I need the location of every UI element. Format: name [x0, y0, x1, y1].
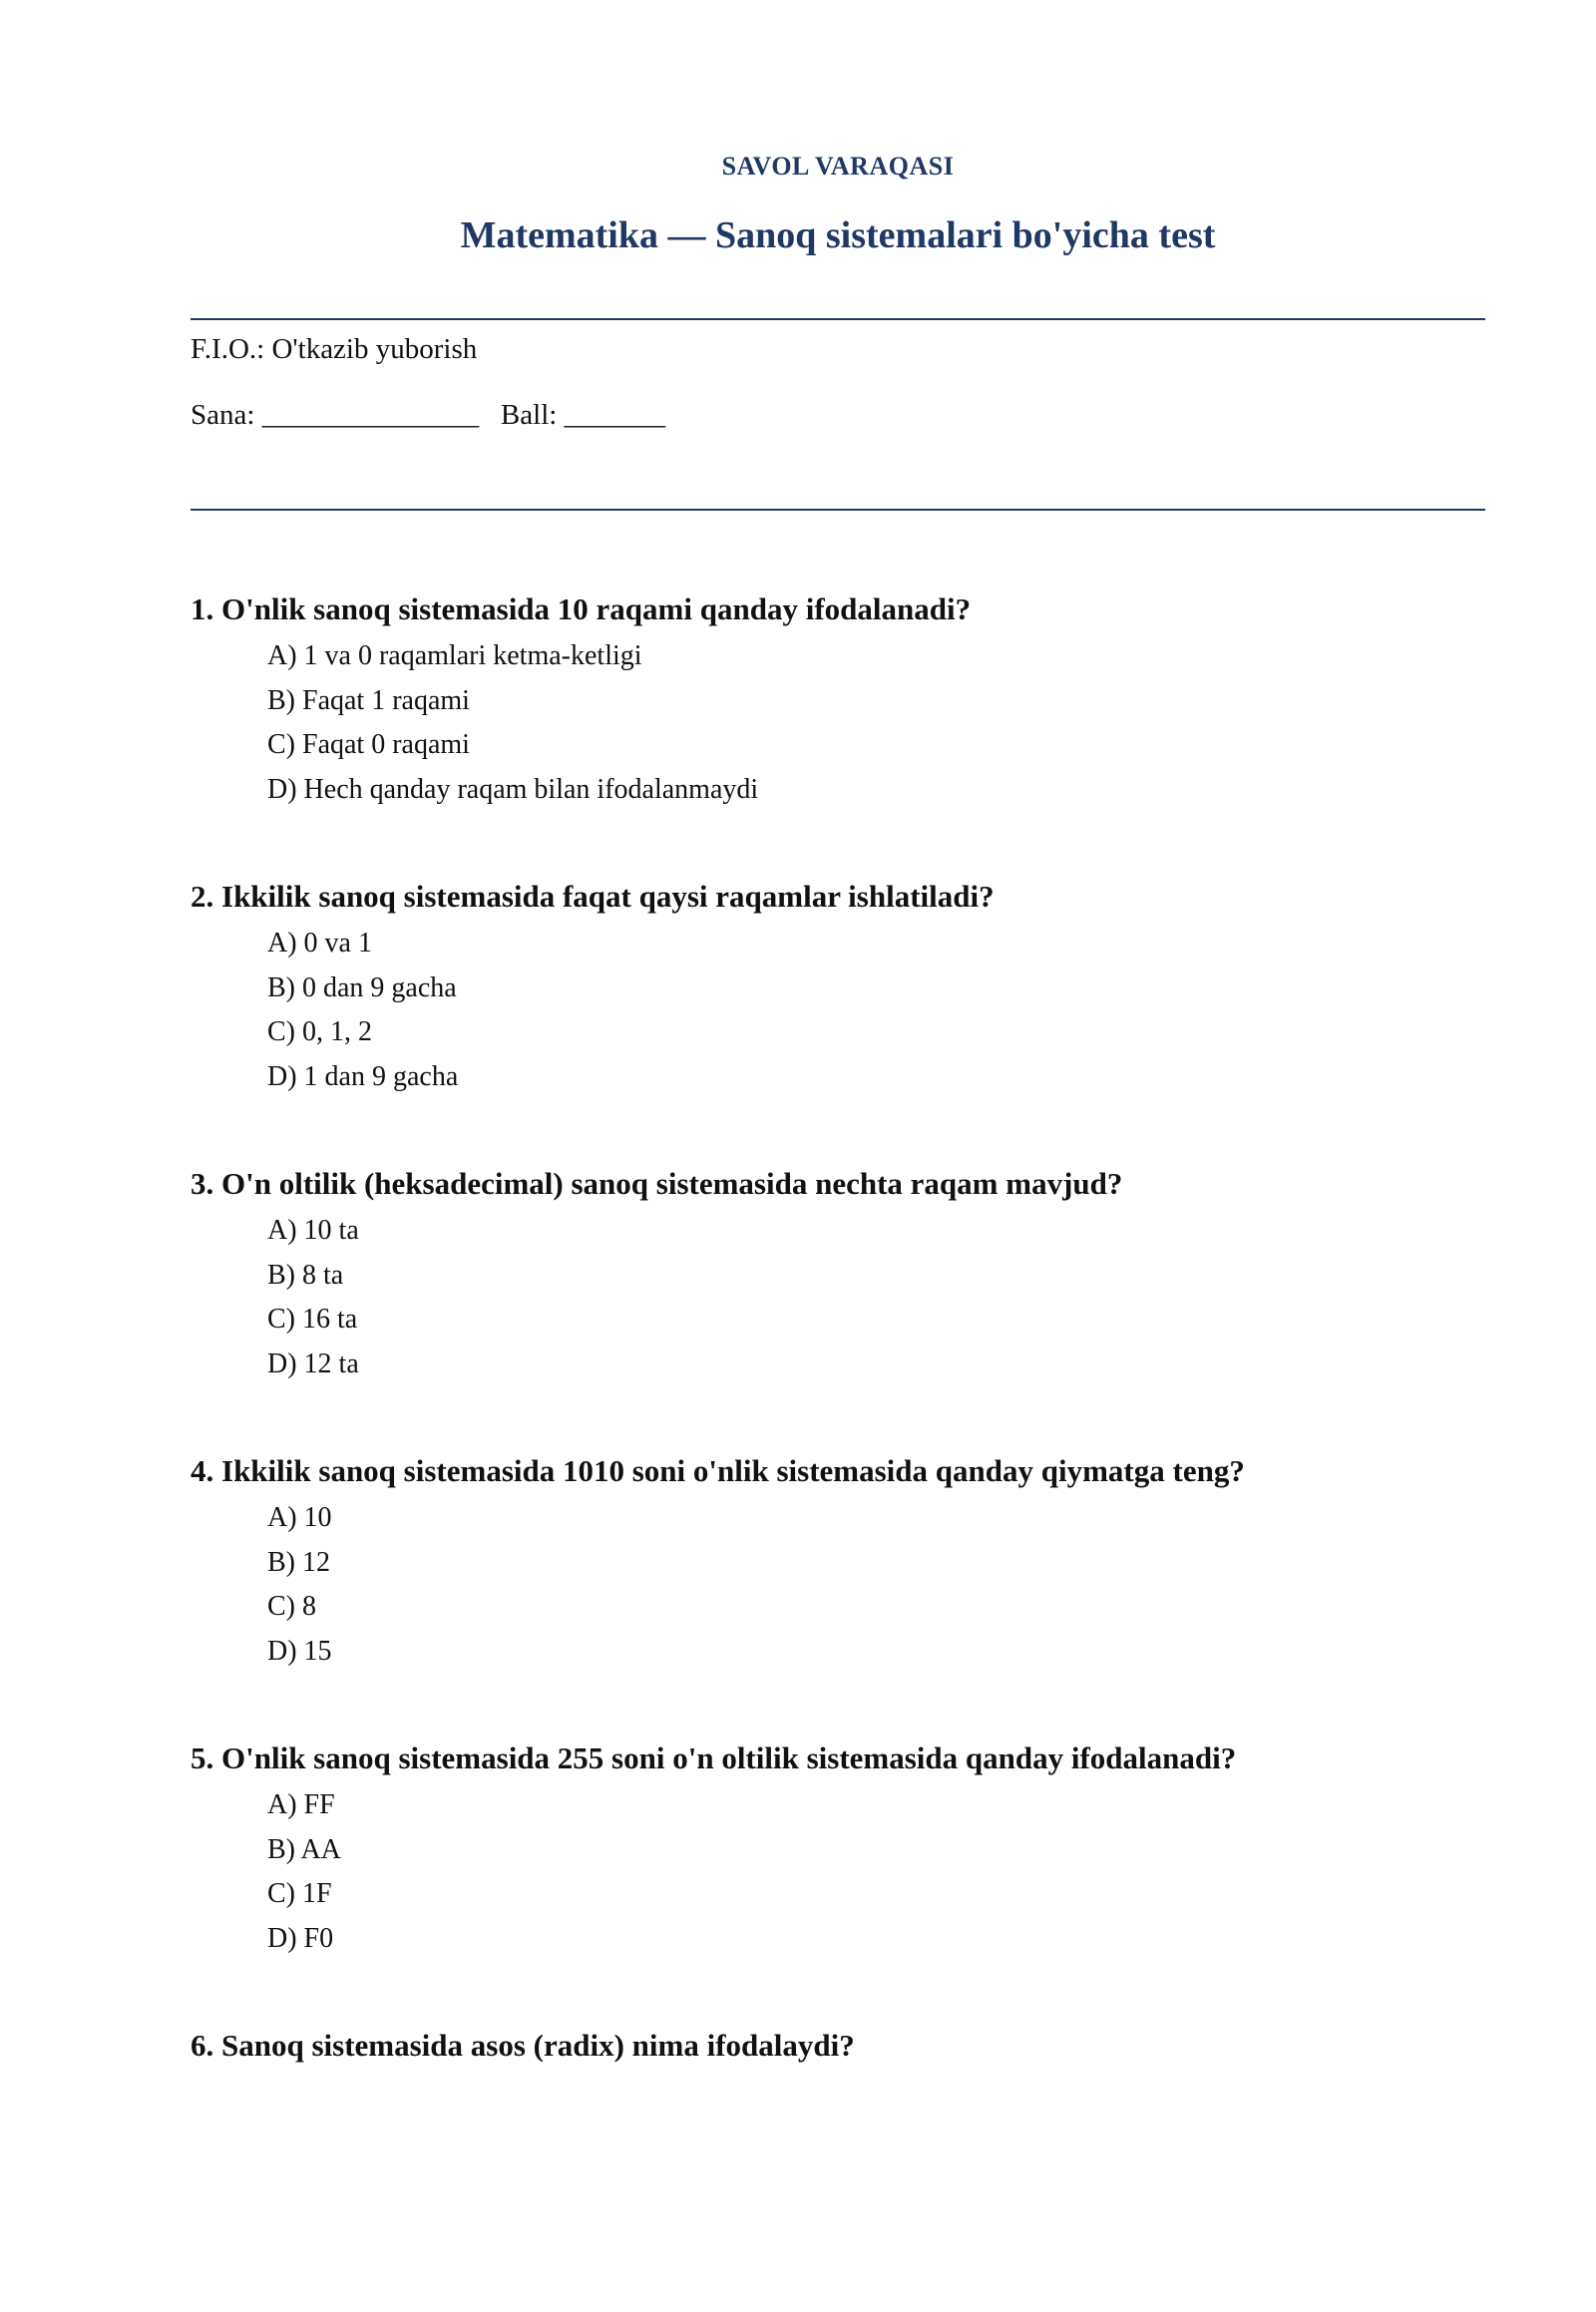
top-divider [191, 318, 1485, 320]
option-list [267, 1783, 1485, 1961]
option-list [267, 922, 1485, 1099]
question-text: 3. O'n oltilik (heksadecimal) sanoq sistemasida nechta raqam mavjud? [191, 1166, 1123, 1201]
option-list [267, 1209, 1485, 1386]
option-a: A) 0 va 1 [267, 928, 372, 959]
option-a: A) 1 va 0 raqamlari ketma-ketligi [267, 640, 642, 671]
question-text: 6. Sanoq sistemasida asos (radix) nima ifodalaydi? [191, 2028, 855, 2063]
option-d: D) 12 ta [267, 1348, 359, 1379]
question-text: 1. O'nlik sanoq sistemasida 10 raqami qanday ifodalanadi? [191, 591, 972, 626]
option-c: C) 8 [267, 1591, 316, 1622]
date-score-field: Sana: _______________ Ball: _______ [191, 399, 666, 431]
option-b: B) AA [267, 1833, 341, 1865]
page-title: Matematika — Sanoq sistemalari bo'yicha test [460, 214, 1216, 256]
option-a: A) FF [267, 1789, 335, 1820]
question-4 [191, 1450, 1485, 1737]
option-b: B) 12 [267, 1546, 330, 1578]
question-text: 5. O'nlik sanoq sistemasida 255 soni o'n oltilik sistemasida qanday ifodalanadi? [191, 1740, 1237, 1775]
bottom-divider [191, 509, 1485, 511]
option-c: C) Faqat 0 raqami [267, 729, 470, 760]
option-c: C) 16 ta [267, 1304, 358, 1335]
option-c: C) 1F [267, 1878, 332, 1909]
question-list [191, 588, 1485, 2312]
question-5 [191, 1737, 1485, 2025]
option-d: D) 1 dan 9 gacha [267, 1060, 459, 1092]
question-text: 4. Ikkilik sanoq sistemasida 1010 soni o'nlik sistemasida qanday qiymatga teng? [191, 1453, 1245, 1488]
option-c: C) 0, 1, 2 [267, 1016, 372, 1047]
option-d: D) Hech qanday raqam bilan ifodalanmaydi [267, 773, 759, 805]
question-1 [191, 588, 1485, 876]
option-list [267, 1496, 1485, 1674]
option-b: B) Faqat 1 raqami [267, 684, 470, 716]
sheet-label: SAVOL VARAQASI [721, 152, 955, 181]
question-text: 2. Ikkilik sanoq sistemasida faqat qaysi raqamlar ishlatiladi? [191, 879, 995, 914]
option-d: D) 15 [267, 1635, 332, 1667]
option-a: A) 10 ta [267, 1215, 359, 1246]
option-b: B) 0 dan 9 gacha [267, 971, 457, 1003]
option-a: A) 10 [267, 1502, 332, 1533]
option-list [267, 634, 1485, 812]
question-3 [191, 1163, 1485, 1450]
question-6 [191, 2025, 1485, 2312]
question-2 [191, 876, 1485, 1163]
option-b: B) 8 ta [267, 1259, 344, 1291]
option-d: D) F0 [267, 1922, 334, 1954]
fio-field: F.I.O.: O'tkazib yuborish [191, 333, 478, 365]
